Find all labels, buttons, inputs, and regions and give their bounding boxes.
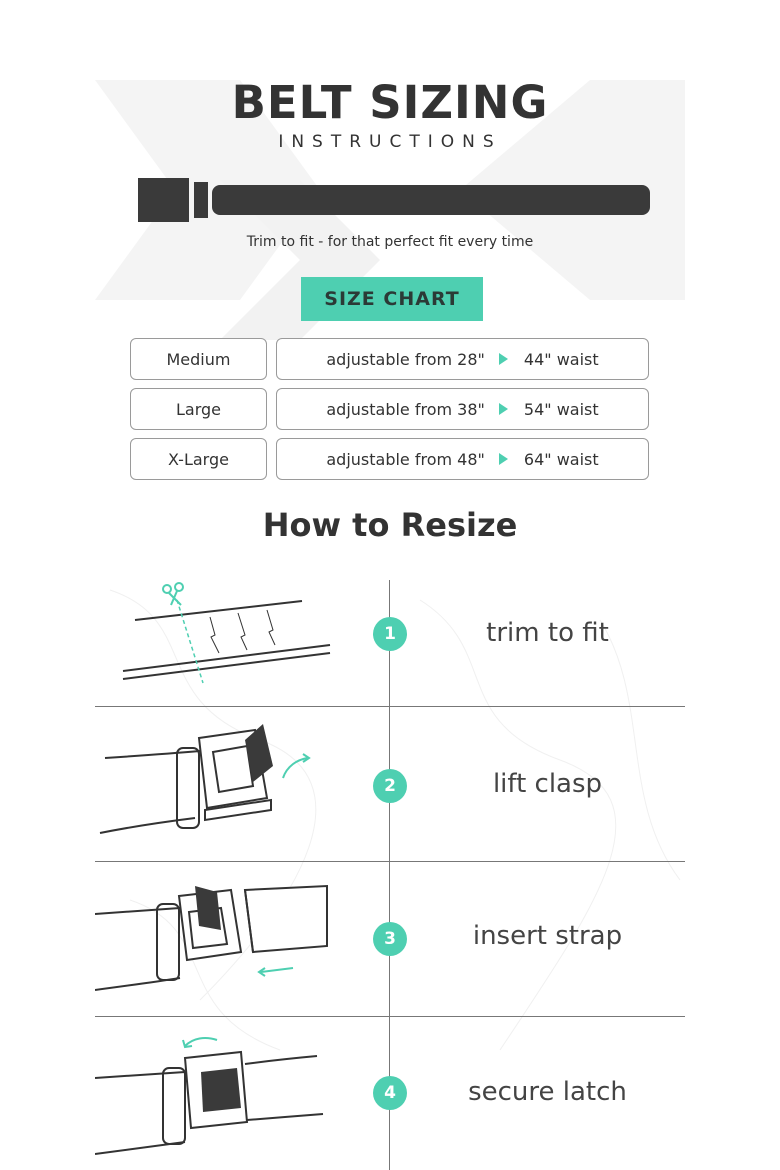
arrow-right-icon <box>499 353 508 365</box>
range-from: adjustable from 38" <box>326 399 485 419</box>
range-to: 44" waist <box>523 349 599 369</box>
step-number: 2 <box>373 769 407 803</box>
arrow-right-icon <box>499 453 508 465</box>
tagline: Trim to fit - for that perfect fit every time <box>246 234 534 250</box>
belt-icon <box>138 177 652 223</box>
buckle-open-icon <box>95 718 355 858</box>
size-range <box>276 438 649 480</box>
range-from: adjustable from 48" <box>326 449 485 469</box>
arrow-right-icon <box>499 403 508 415</box>
how-to-title: How to Resize <box>262 506 518 544</box>
size-name: X-Large <box>130 438 267 480</box>
scissors-icon <box>95 575 355 715</box>
page-title: BELT SIZING <box>231 76 549 129</box>
step-label: lift clasp <box>492 769 603 799</box>
size-chart-button[interactable]: SIZE CHART <box>301 277 483 321</box>
size-name: Large <box>130 388 267 430</box>
step-label: trim to fit <box>486 618 609 648</box>
size-row-xlarge <box>130 438 650 480</box>
step-number: 3 <box>373 922 407 956</box>
buckle-insert-icon <box>95 878 355 1018</box>
range-to: 64" waist <box>523 449 599 469</box>
size-range <box>276 388 649 430</box>
step-number: 1 <box>373 617 407 651</box>
size-range <box>276 338 649 380</box>
range-to: 54" waist <box>523 399 599 419</box>
step-label: insert strap <box>472 921 623 951</box>
step-divider <box>95 861 685 862</box>
step-number: 4 <box>373 1076 407 1110</box>
size-name: Medium <box>130 338 267 380</box>
page-subtitle: INSTRUCTIONS <box>278 132 502 152</box>
buckle-close-icon <box>95 1030 355 1170</box>
steps-grid <box>95 555 685 1170</box>
size-row-medium <box>130 338 650 380</box>
size-row-large <box>130 388 650 430</box>
step-label: secure latch <box>468 1077 627 1107</box>
range-from: adjustable from 28" <box>326 349 485 369</box>
